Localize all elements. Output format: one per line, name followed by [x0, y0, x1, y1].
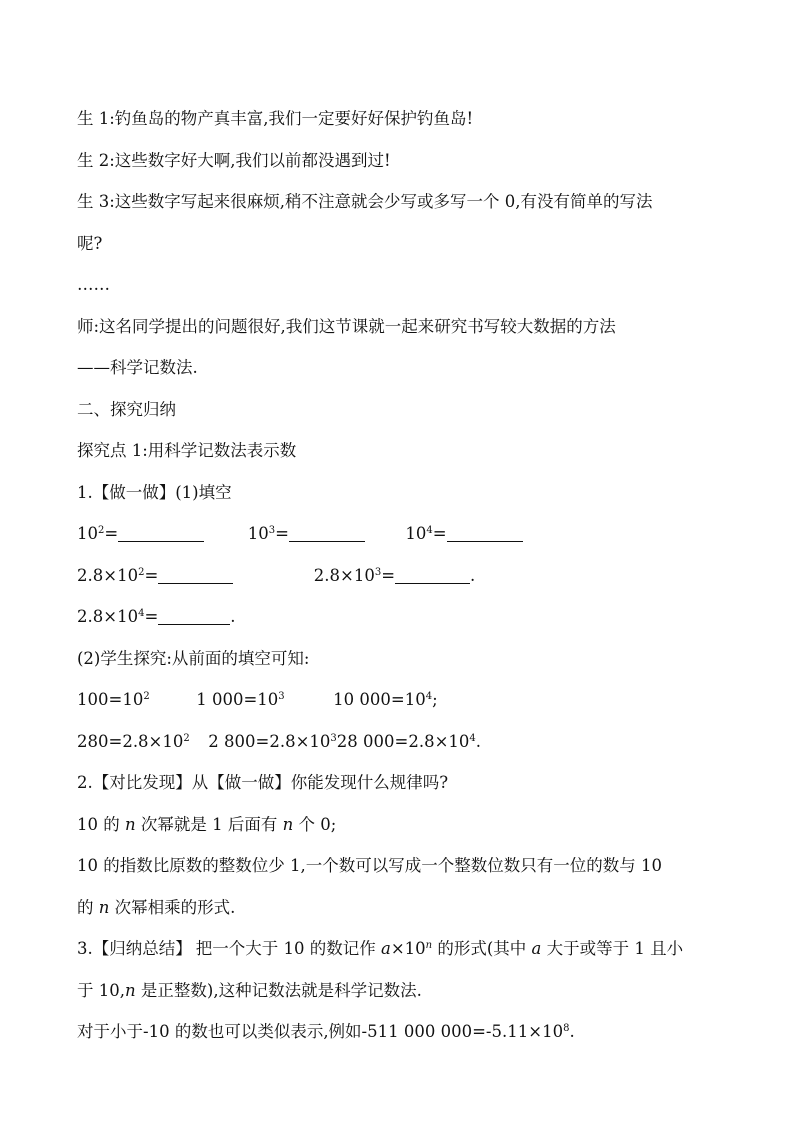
item-3-number: 3.	[77, 939, 93, 958]
teacher-line-2: ——科学记数法.	[77, 358, 198, 377]
equation-row-1	[77, 679, 722, 721]
item-3-tag: 【归纳总结】	[92, 939, 192, 958]
ellipsis: ……	[77, 275, 110, 294]
student-1-line: 生 1:钓鱼岛的物产真丰富,我们一定要好好保护钓鱼岛!	[77, 109, 474, 128]
eq-280: $280=2.8\times 10^2$	[77, 731, 190, 751]
power-10-4: $10^4=$	[405, 524, 447, 543]
answer-blank-10-2[interactable]	[118, 523, 204, 542]
equation-row-2	[77, 721, 722, 763]
power-10-3: $10^3=$	[247, 524, 289, 543]
answer-blank-2-8-10-2[interactable]	[158, 565, 233, 584]
subsection-title: 探究点 1:用科学记数法表示数	[77, 441, 297, 460]
eq-10000: 10 $000=10^4$;	[333, 690, 438, 709]
item-3-line-3: 对于小于-10 的数也可以类似表示,例如-511 000 $000=-5.11\times 10^8$.	[77, 1022, 575, 1041]
item-1-tag: 【做一做】	[92, 482, 176, 502]
product-2-8-10-4: $2.8\times 10^4=$	[77, 607, 159, 626]
fill-row-1	[77, 513, 722, 555]
student-3-line-2: 呢?	[77, 233, 103, 253]
item-3-line-1: 3.【归纳总结】 把一个大于 10 的数记作 $a\times 10^n$ 的形式(其中 a 大于或等于 1 且小	[77, 939, 684, 958]
document-body	[77, 98, 722, 1053]
product-2-8-10-2: $2.8\times 10^2=$	[77, 565, 159, 585]
student-3-line-1: 生 3:这些数字写起来很麻烦,稍不注意就会少写或多写一个 0,有没有简单的写法	[77, 192, 653, 211]
power-10-2: $10^2=$	[77, 524, 119, 543]
fill-row-3: $2.8\times 10^4=$ .	[77, 607, 236, 626]
fill-row-2: $2.8\times 10^2= 2.8\times 10^3=$ .	[77, 565, 476, 585]
section-title: 二、探究归纳	[77, 399, 176, 419]
item-2-number: 2.	[77, 773, 93, 792]
item-1-text: (1)填空	[175, 482, 232, 502]
answer-blank-2-8-10-3[interactable]	[395, 565, 470, 584]
item-2-tag: 【对比发现】	[92, 773, 192, 792]
item-1-number: 1.	[77, 482, 93, 502]
item-3-line-2: 于 10,n 是正整数),这种记数法就是科学记数法.	[77, 980, 422, 1000]
rule-2-line-1: 10 的指数比原数的整数位少 1,一个数可以写成一个整数位数只有一位的数与 10	[77, 856, 662, 875]
item-2-tag-ref: 【做一做】	[208, 773, 291, 792]
product-2-8-10-3: $2.8\times 10^3=$	[313, 565, 396, 585]
eq-28000: 28 $000=2.8\times 10^4$.	[336, 731, 482, 751]
answer-blank-10-4[interactable]	[447, 523, 523, 542]
student-2-line: 生 2:这些数字好大啊,我们以前都没遇到过!	[77, 150, 391, 170]
item-2-heading: 2.【对比发现】从【做一做】你能发现什么规律吗?	[77, 773, 449, 792]
item-1-heading	[77, 472, 722, 514]
teacher-line-1: 师:这名同学提出的问题很好,我们这节课就一起来研究书写较大数据的方法	[77, 316, 616, 336]
rule-2-line-2: 的 n 次幂相乘的形式.	[77, 897, 236, 917]
explore-intro: (2)学生探究:从前面的填空可知:	[77, 648, 310, 668]
answer-blank-10-3[interactable]	[289, 523, 365, 542]
eq-1000: 1 $000=10^3$	[196, 690, 285, 709]
eq-100: $100=10^2$	[77, 690, 150, 709]
eq-2800: 2 $800=2.8\times 10^3$	[208, 731, 337, 751]
rule-1: 10 的 n 次幂就是 1 后面有 n 个 0;	[77, 814, 337, 834]
answer-blank-2-8-10-4[interactable]	[158, 606, 230, 625]
